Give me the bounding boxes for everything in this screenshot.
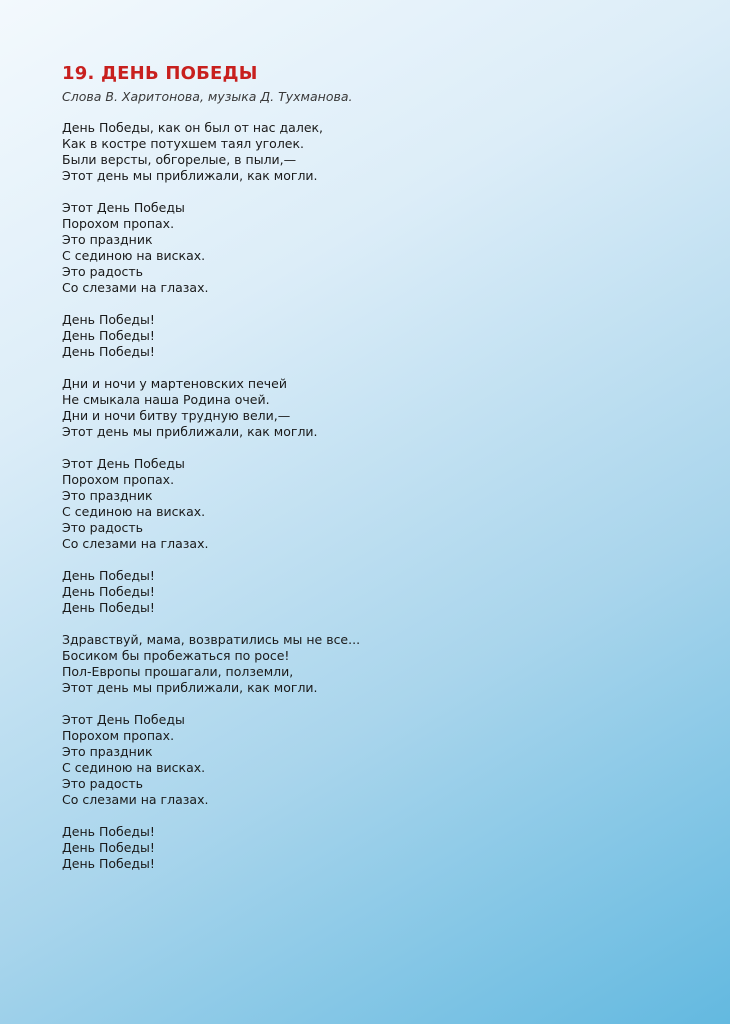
lyric-line: Не смыкала наша Родина очей. [62,392,270,407]
lyric-line: День Победы! [62,840,155,855]
lyric-line: Этот день мы приближали, как могли. [62,680,318,695]
song-content [62,62,662,888]
lyric-line: Этот День Победы [62,712,185,727]
lyric-line: Этот День Победы [62,200,185,215]
stanza [62,824,662,872]
lyric-line: Это радость [62,520,144,535]
lyric-line: Это праздник [62,488,153,503]
lyric-line: Это радость [62,776,144,791]
song-title: 19. ДЕНЬ ПОБЕДЫ [62,63,258,84]
lyric-line: Босиком бы пробежаться по росе! [62,648,290,663]
lyric-line: Дни и ночи битву трудную вели,— [62,408,291,423]
song-credits: Слова В. Харитонова, музыка Д. Тухманова. [62,89,353,104]
lyric-line: Со слезами на глазах. [62,280,209,295]
lyric-line: Здравствуй, мама, возвратились мы не все... [62,632,361,647]
lyric-line: День Победы! [62,312,155,327]
stanza [62,376,662,440]
lyric-line: Со слезами на глазах. [62,536,209,551]
lyric-line: День Победы! [62,584,155,599]
lyric-line: День Победы! [62,600,155,615]
lyric-line: С сединою на висках. [62,248,206,263]
lyric-line: День Победы! [62,824,155,839]
lyric-line: С сединою на висках. [62,504,206,519]
lyric-line: День Победы! [62,568,155,583]
stanza [62,712,662,808]
lyric-line: Со слезами на глазах. [62,792,209,807]
lyric-line: Как в костре потухшем таял уголек. [62,136,305,151]
lyric-line: Этот День Победы [62,456,185,471]
lyric-line: Порохом пропах. [62,728,175,743]
lyric-line: Это радость [62,264,144,279]
stanza [62,456,662,552]
stanza [62,312,662,360]
lyric-line: Этот день мы приближали, как могли. [62,168,318,183]
stanza [62,120,662,184]
lyric-line: Порохом пропах. [62,216,175,231]
stanza [62,632,662,696]
lyric-line: Этот день мы приближали, как могли. [62,424,318,439]
lyric-line: С сединою на висках. [62,760,206,775]
lyric-line: День Победы! [62,344,155,359]
lyric-line: День Победы! [62,856,155,871]
stanza [62,200,662,296]
lyric-line: Дни и ночи у мартеновских печей [62,376,287,391]
lyrics [62,120,662,872]
lyric-line: Были версты, обгорелые, в пыли,— [62,152,297,167]
lyric-line: Это праздник [62,744,153,759]
lyric-line: День Победы! [62,328,155,343]
stanza [62,568,662,616]
lyric-line: Пол-Европы прошагали, полземли, [62,664,294,679]
lyric-line: Порохом пропах. [62,472,175,487]
lyric-line: Это праздник [62,232,153,247]
lyric-line: День Победы, как он был от нас далек, [62,120,324,135]
